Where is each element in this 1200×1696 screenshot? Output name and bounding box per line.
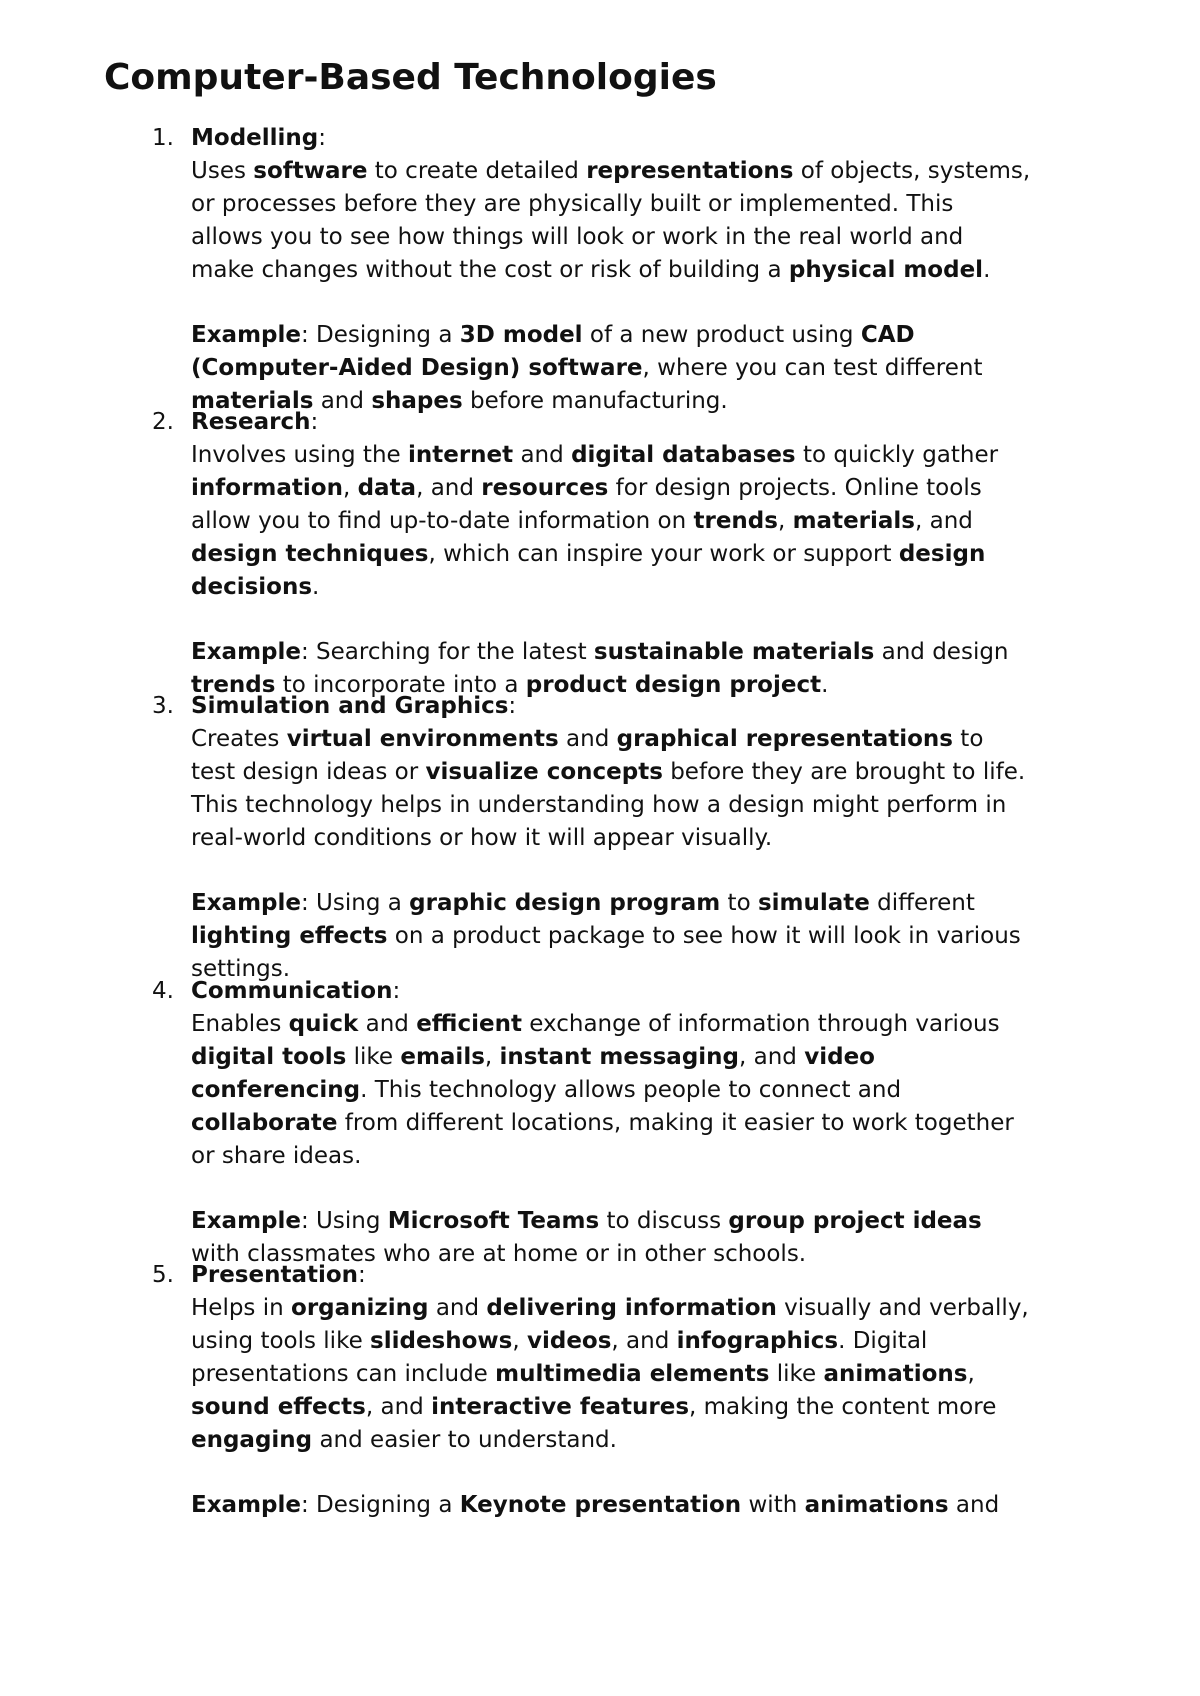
text-line [191,319,1091,352]
bold-text: trends [693,508,778,534]
text-run: : Searching for the latest [300,639,594,665]
text-line [191,920,1091,953]
bold-text: physical model [788,257,984,283]
bold-text: collaborate [191,1110,338,1136]
text-run: Uses [191,158,254,184]
document-title: Computer-Based Technologies [104,57,717,98]
list-item-number: 4. [152,978,174,1004]
bold-text: software [253,158,368,184]
text-run: before manufacturing. [462,388,728,414]
text-run: , and [915,508,973,534]
text-run: . [821,672,829,698]
text-run: : Designing a [300,322,460,348]
text-run: . [983,257,991,283]
bold-text: visualize concepts [425,759,663,785]
text-run: and design [874,639,1009,665]
heading-colon: : [358,1262,366,1288]
text-run: using tools like [191,1328,371,1354]
bold-text: (Computer-Aided Design) software [191,355,643,381]
bold-text: information [191,475,343,501]
text-run: like [769,1361,824,1387]
text-run: settings. [191,956,291,982]
text-run: , [967,1361,975,1387]
text-run: different [869,890,975,916]
text-run: , making the content more [689,1394,997,1420]
text-run: to [953,726,984,752]
item-heading: Simulation and Graphics [191,693,509,719]
bold-text: shapes [371,388,463,414]
bold-text: Example [191,1492,301,1518]
bold-text: graphic design program [409,890,721,916]
text-run: : Using [300,1208,388,1234]
bold-text: representations [586,158,794,184]
bold-text: digital tools [191,1044,347,1070]
bold-text: graphical representations [616,726,953,752]
bold-text: Example [191,639,301,665]
text-run: or share ideas. [191,1143,362,1169]
item-heading-line [191,975,1091,1008]
text-run: , and [611,1328,677,1354]
bold-text: CAD [860,322,915,348]
text-run: and [513,442,572,468]
text-run: allow you to find up-to-date information on [191,508,694,534]
text-run: visually and verbally, [776,1295,1029,1321]
text-run: and [358,1011,417,1037]
text-run: Involves using the [191,442,408,468]
text-run: from different locations, making it easier to work together [337,1110,1014,1136]
text-run: of a new product using [582,322,861,348]
text-run: or processes before they are physically built or implemented. This [191,191,954,217]
item-heading-line [191,1259,1091,1292]
text-run: . Digital [838,1328,928,1354]
list-item-number: 1. [152,125,174,151]
item-heading: Communication [191,978,393,1004]
text-line [191,1391,1091,1424]
list-item-body [191,406,1091,702]
text-line [191,1008,1091,1041]
text-line [191,505,1091,538]
bold-text: videos [526,1328,612,1354]
example-paragraph [191,319,1091,418]
text-line [191,1140,1091,1173]
text-run: and [313,388,372,414]
text-run: This technology helps in understanding how a design might perform in [191,792,1007,818]
text-run: to incorporate into a [275,672,526,698]
bold-text: lighting effects [191,923,388,949]
list-item-body [191,690,1091,986]
text-run: , and [739,1044,805,1070]
text-run: , [512,1328,527,1354]
text-run: with classmates who are at home or in other schools. [191,1241,807,1267]
item-heading-line [191,690,1091,723]
text-run: : Designing a [300,1492,460,1518]
text-run: , and [416,475,482,501]
text-line [191,1424,1091,1457]
text-line [191,1074,1091,1107]
text-line [191,636,1091,669]
bold-text: Example [191,890,301,916]
text-run: for design projects. Online tools [608,475,982,501]
bold-text: design techniques [191,541,429,567]
bold-text: resources [481,475,609,501]
text-run: . This technology allows people to connect and [360,1077,902,1103]
bold-text: materials [191,388,314,414]
text-line [191,887,1091,920]
heading-colon: : [508,693,517,719]
text-line [191,1489,1091,1522]
list-item-body [191,975,1091,1271]
text-run: of objects, systems, [793,158,1031,184]
text-line [191,723,1091,756]
text-run: make changes without the cost or risk of building a [191,257,789,283]
paragraph-gap [191,855,1091,887]
item-heading: Research [191,409,311,435]
bold-text: instant messaging [499,1044,740,1070]
bold-text: Keynote presentation [459,1492,742,1518]
text-run: : Using a [300,890,410,916]
bold-text: video [804,1044,875,1070]
text-line [191,1358,1091,1391]
text-line [191,756,1091,789]
text-line [191,1325,1091,1358]
text-run: Creates [191,726,287,752]
text-run: to [720,890,758,916]
text-line [191,538,1091,571]
heading-colon: : [392,978,401,1004]
list-item-number: 2. [152,409,174,435]
bold-text: delivering information [486,1295,777,1321]
text-line [191,1107,1091,1140]
bold-text: animations [804,1492,949,1518]
bold-text: group project ideas [728,1208,982,1234]
text-run: , [342,475,358,501]
text-run: presentations can include [191,1361,496,1387]
text-run: with [741,1492,805,1518]
item-heading: Presentation [191,1262,359,1288]
text-run: to discuss [599,1208,729,1234]
text-run: and [558,726,617,752]
bold-text: product design project [525,672,822,698]
item-heading-line [191,122,1091,155]
list-item-number: 5. [152,1262,174,1288]
list-item-number: 3. [152,693,174,719]
paragraph-gap [191,604,1091,636]
bold-text: quick [288,1011,359,1037]
bold-text: internet [407,442,514,468]
text-run: allows you to see how things will look or work in the real world and [191,224,964,250]
bold-text: organizing [291,1295,429,1321]
bold-text: Example [191,322,301,348]
text-run: real-world conditions or how it will appear visually. [191,825,773,851]
bold-text: emails [400,1044,485,1070]
text-line [191,789,1091,822]
text-line [191,352,1091,385]
bold-text: Microsoft Teams [387,1208,600,1234]
text-run: Enables [191,1011,289,1037]
paragraph-gap [191,1173,1091,1205]
text-run: , which can inspire your work or support [428,541,899,567]
bold-text: interactive features [431,1394,690,1420]
list-item-body [191,1259,1091,1522]
text-run: , [484,1044,500,1070]
bold-text: Example [191,1208,301,1234]
text-line [191,254,1091,287]
bold-text: digital databases [571,442,796,468]
bold-text: slideshows [370,1328,513,1354]
bold-text: infographics [676,1328,839,1354]
text-line [191,1205,1091,1238]
bold-text: virtual environments [286,726,559,752]
text-line [191,822,1091,855]
example-paragraph [191,1489,1091,1522]
text-run: to quickly gather [795,442,999,468]
bold-text: conferencing [191,1077,361,1103]
bold-text: simulate [757,890,870,916]
bold-text: 3D model [459,322,583,348]
bold-text: sound effects [191,1394,366,1420]
text-run: and [428,1295,487,1321]
bold-text: materials [792,508,915,534]
bold-text: design [898,541,986,567]
bold-text: sustainable materials [593,639,875,665]
paragraph-gap [191,1457,1091,1489]
bold-text: trends [191,672,276,698]
item-heading: Modelling [191,125,319,151]
text-run: , and [365,1394,432,1420]
text-run: , where you can test different [642,355,983,381]
text-run: test design ideas or [191,759,426,785]
text-line [191,221,1091,254]
text-line [191,188,1091,221]
text-run: exchange of information through various [521,1011,1000,1037]
item-heading-line [191,406,1091,439]
bold-text: decisions [191,574,313,600]
text-run: before they are brought to life. [662,759,1026,785]
example-paragraph [191,887,1091,986]
text-run: Helps in [191,1295,292,1321]
bold-text: engaging [191,1427,313,1453]
bold-text: efficient [416,1011,522,1037]
heading-colon: : [310,409,319,435]
text-line [191,472,1091,505]
bold-text: data [357,475,417,501]
heading-colon: : [318,125,326,151]
text-run: like [346,1044,401,1070]
text-run: to create detailed [367,158,587,184]
text-line [191,1292,1091,1325]
text-run: , [777,508,793,534]
text-run: and [948,1492,1000,1518]
bold-text: multimedia elements [495,1361,770,1387]
paragraph-gap [191,287,1091,319]
text-line [191,1041,1091,1074]
text-run: on a product package to see how it will look in various [387,923,1021,949]
text-line [191,439,1091,472]
text-line [191,155,1091,188]
text-run: . [312,574,320,600]
text-line [191,571,1091,604]
text-run: and easier to understand. [312,1427,617,1453]
list-item-body [191,122,1091,418]
bold-text: animations [823,1361,968,1387]
